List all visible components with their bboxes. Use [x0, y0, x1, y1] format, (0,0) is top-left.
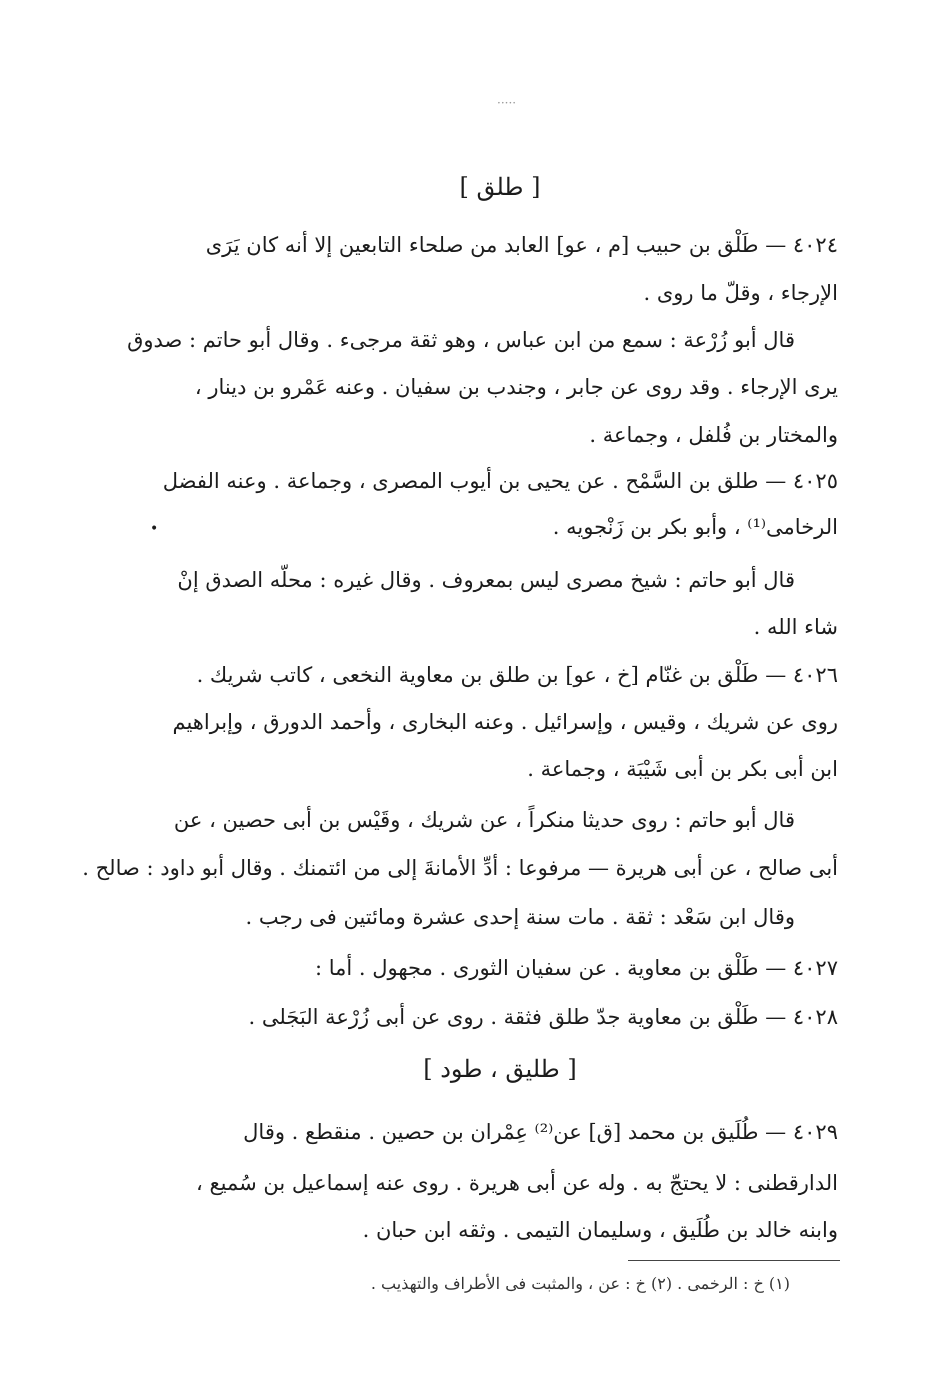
text-line: قال أبو حاتم : روى حديثا منكراً ، عن شريك ، وقَيْس بن أبى حصين ، عن	[173, 808, 795, 832]
section-heading-tulayq-tawd: [ طليق ، طود ]	[423, 1055, 577, 1083]
footnote-divider	[628, 1260, 840, 1261]
text-line: ٤٠٢٥ — طلق بن السَّمْح . عن يحيى بن أيوب المصرى ، وجماعة . وعنه الفضل	[162, 469, 838, 493]
text-line: والمختار بن فُلفل ، وجماعة .	[589, 423, 838, 447]
section-heading-talq: [ طلق ]	[459, 173, 541, 201]
page-top-mark: ·····	[497, 96, 517, 110]
margin-dot: •	[150, 521, 159, 537]
text-line: الدارقطنى : لا يحتجّ به . وله عن أبى هريرة . روى عنه إسماعيل بن سُميع ،	[196, 1171, 838, 1195]
text-line: وابنه خالد بن طُلَيق ، وسليمان التيمى . وثقه ابن حبان .	[362, 1218, 838, 1242]
text-line: أبى صالح ، عن أبى هريرة — مرفوعا : أدِّ الأمانةَ إلى من ائتمنك . وقال أبو داود : صالح .	[82, 856, 838, 880]
text-line: ٤٠٢٨ — طَلْق بن معاوية جدّ طلق فثقة . روى عن أبى زُرْعة البَجَلى .	[248, 1005, 838, 1029]
text-line: ٤٠٢٦ — طَلْق بن غنّام [خ ، عو] بن طلق بن معاوية النخعى ، كاتب شريك .	[196, 663, 838, 687]
text-line: وقال ابن سَعْد : ثقة . مات سنة إحدى عشرة ومائتين فى رجب .	[245, 905, 795, 929]
text-line: قال أبو زُرْعة : سمع من ابن عباس ، وهو ثقة مرجىء . وقال أبو حاتم : صدوق	[127, 328, 795, 352]
text-line: يرى الإرجاء . وقد روى عن جابر ، وجندب بن سفيان . وعنه عَمْرو بن دينار ،	[194, 375, 838, 399]
text-line: الإرجاء ، وقلّ ما روى .	[643, 281, 838, 305]
text-line: شاء الله .	[753, 615, 838, 639]
text-line: روى عن شريك ، وقيس ، وإسرائيل . وعنه البخارى ، وأحمد الدورق ، وإبراهيم	[172, 710, 838, 734]
text-line: ابن أبى بكر بن أبى شَيْبَة ، وجماعة .	[527, 757, 838, 781]
text-line: ٤٠٢٤ — طَلْق بن حبيب [م ، عو] العابد من صلحاء التابعين إلا أنه كان يَرَى	[205, 233, 838, 257]
footnote: (١) خ : الرخمى . (٢) خ : عن ، والمثبت فى الأطراف والتهذيب .	[370, 1274, 790, 1293]
text-line: ٤٠٢٧ — طَلْق بن معاوية . عن سفيان الثورى . مجهول . أما :	[315, 956, 838, 980]
text-line: قال أبو حاتم : شيخ مصرى ليس بمعروف . وقال غيره : محلّه الصدق إنْ	[177, 568, 795, 592]
text-line: ٤٠٢٩ — طُلَيق بن محمد [ق] عن⁽²⁾ عِمْران بن حصين . منقطع . وقال	[243, 1120, 838, 1144]
text-line: الرخامى⁽¹⁾ ، وأبو بكر بن زَنْجويه .	[552, 515, 838, 539]
